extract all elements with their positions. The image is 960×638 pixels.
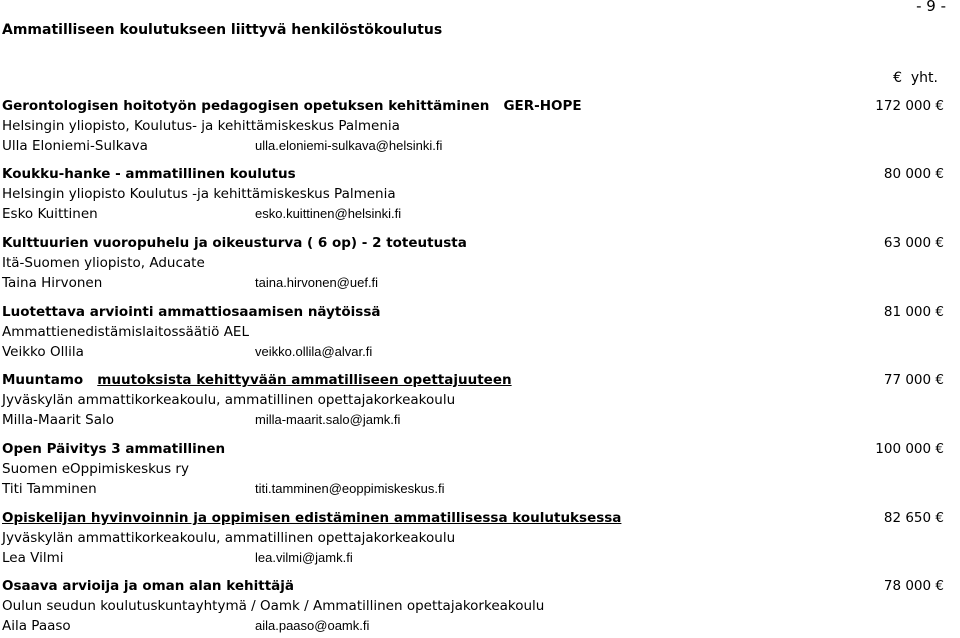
project-organization: Itä-Suomen yliopisto, Aducate	[2, 255, 205, 271]
contact-email: milla-maarit.salo@jamk.fi	[255, 412, 401, 427]
project-title: Opiskelijan hyvinvoinnin ja oppimisen edistäminen ammatillisessa koulutuksessa	[2, 510, 622, 526]
euro-symbol: €	[935, 235, 944, 251]
euro-symbol: €	[935, 578, 944, 594]
project-amount	[884, 510, 944, 526]
project-amount	[884, 304, 944, 320]
project-amount	[875, 98, 944, 114]
contact-name: Esko Kuittinen	[2, 206, 98, 222]
project-amount	[884, 235, 944, 251]
project-organization: Oulun seudun koulutuskuntayhtymä / Oamk / Ammatillinen opettajakorkeakoulu	[2, 598, 545, 614]
euro-symbol: €	[935, 510, 944, 526]
project-title: Kulttuurien vuoropuhelu ja oikeusturva ( 6 op) - 2 toteutusta	[2, 235, 467, 251]
contact-name: Lea Vilmi	[2, 550, 64, 566]
page-number: - 9 -	[916, 0, 946, 15]
project-organization: Jyväskylän ammattikorkeakoulu, ammatillinen opettajakorkeakoulu	[2, 392, 456, 408]
amount-value: 81 000	[883, 304, 932, 320]
contact-name: Aila Paaso	[2, 618, 71, 634]
project-entry	[2, 510, 944, 570]
euro-symbol: €	[935, 98, 944, 114]
project-title: Gerontologisen hoitotyön pedagogisen opetuksen kehittäminen GER-HOPE	[2, 98, 582, 114]
euro-symbol: €	[935, 166, 944, 182]
project-amount	[875, 441, 944, 457]
project-title: Koukku-hanke - ammatillinen koulutus	[2, 166, 296, 182]
contact-name: Titi Tamminen	[2, 481, 97, 497]
total-column-header	[893, 70, 938, 86]
project-title-part: Muuntamo	[2, 372, 84, 388]
contact-email: ulla.eloniemi-sulkava@helsinki.fi	[255, 138, 443, 153]
euro-symbol: €	[935, 372, 944, 388]
project-organization: Helsingin yliopisto, Koulutus- ja kehittämiskeskus Palmenia	[2, 118, 400, 134]
amount-value: 80 000	[883, 166, 932, 182]
amount-value: 77 000	[883, 372, 932, 388]
project-entry	[2, 98, 944, 158]
contact-name: Ulla Eloniemi-Sulkava	[2, 138, 148, 154]
project-entry	[2, 441, 944, 501]
project-title	[2, 372, 512, 388]
project-organization: Ammattienedistämislaitossäätiö AEL	[2, 324, 249, 340]
amount-value: 172 000	[875, 98, 932, 114]
euro-symbol: €	[935, 304, 944, 320]
amount-value: 82 650	[883, 510, 932, 526]
project-entry	[2, 166, 944, 226]
project-entry	[2, 304, 944, 364]
project-title: Open Päivitys 3 ammatillinen	[2, 441, 226, 457]
contact-email: lea.vilmi@jamk.fi	[255, 550, 353, 565]
project-title-underlined: muutoksista kehittyvään ammatilliseen opettajuuteen	[97, 372, 512, 388]
project-amount	[884, 578, 944, 594]
euro-symbol: €	[935, 441, 944, 457]
amount-value: 78 000	[883, 578, 932, 594]
project-entry	[2, 235, 944, 295]
project-entry	[2, 578, 944, 638]
euro-symbol: €	[893, 70, 902, 86]
contact-email: titi.tamminen@eoppimiskeskus.fi	[255, 481, 445, 496]
contact-email: taina.hirvonen@uef.fi	[255, 275, 379, 290]
amount-value: 63 000	[883, 235, 932, 251]
project-amount	[884, 166, 944, 182]
project-title: Osaava arvioija ja oman alan kehittäjä	[2, 578, 294, 594]
contact-email: veikko.ollila@alvar.fi	[255, 344, 373, 359]
project-organization: Suomen eOppimiskeskus ry	[2, 461, 189, 477]
contact-email: aila.paaso@oamk.fi	[255, 618, 370, 633]
section-heading: Ammatilliseen koulutukseen liittyvä henkilöstökoulutus	[2, 22, 443, 38]
contact-email: esko.kuittinen@helsinki.fi	[255, 206, 402, 221]
amount-value: 100 000	[875, 441, 932, 457]
project-amount	[884, 372, 944, 388]
project-entry	[2, 372, 944, 432]
contact-name: Taina Hirvonen	[2, 275, 103, 291]
project-organization: Helsingin yliopisto Koulutus -ja kehittämiskeskus Palmenia	[2, 186, 396, 202]
project-title: Luotettava arviointi ammattiosaamisen näytöissä	[2, 304, 381, 320]
project-organization: Jyväskylän ammattikorkeakoulu, ammatillinen opettajakorkeakoulu	[2, 530, 456, 546]
contact-name: Milla-Maarit Salo	[2, 412, 114, 428]
total-label: yht.	[910, 70, 938, 86]
contact-name: Veikko Ollila	[2, 344, 84, 360]
